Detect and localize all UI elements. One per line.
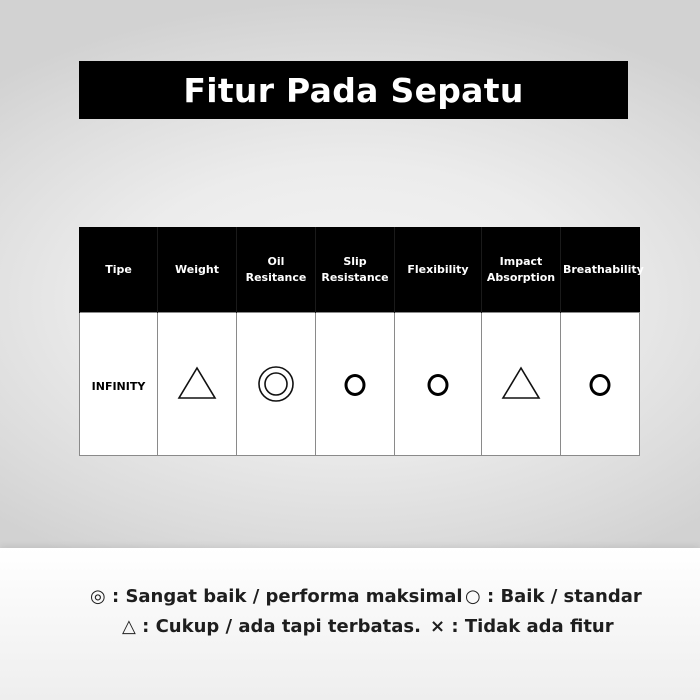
feature-table	[79, 227, 644, 456]
legend-none: × : Tidak ada fitur	[430, 616, 614, 637]
header-oil-resistance: Oil Resitance	[237, 227, 316, 313]
header-tipe: Tipe	[80, 227, 158, 313]
header-breathability: Breathability	[561, 227, 640, 313]
legend-very-good: ◎ : Sangat baik / performa maksimal	[90, 586, 463, 607]
rating-impact-absorption-icon	[482, 364, 560, 404]
table-row	[80, 313, 640, 456]
outer-circle-shape	[259, 367, 293, 401]
rating-breathability-icon	[561, 364, 639, 404]
page-title-text: Fitur Pada Sepatu	[183, 70, 524, 110]
legend-good: ○ : Baik / standar	[465, 586, 642, 607]
circle-shape	[346, 376, 364, 395]
rating-cell-weight	[158, 313, 237, 456]
rating-weight-icon	[158, 364, 236, 404]
header-weight: Weight	[158, 227, 237, 313]
rating-cell-impact-absorption	[482, 313, 561, 456]
row-label-cell	[80, 313, 158, 456]
circle-shape	[591, 376, 609, 395]
rating-oil-resistance-icon	[237, 364, 315, 404]
legend-fair: △ : Cukup / ada tapi terbatas.	[122, 616, 421, 637]
page-title	[79, 61, 628, 119]
header-flexibility: Flexibility	[395, 227, 482, 313]
rating-cell-slip-resistance	[316, 313, 395, 456]
rating-cell-breathability	[561, 313, 640, 456]
rating-flexibility-icon	[395, 364, 481, 404]
rating-slip-resistance-icon	[316, 364, 394, 404]
header-impact-absorption: Impact Absorption	[482, 227, 561, 313]
circle-shape	[429, 376, 447, 395]
rating-cell-flexibility	[395, 313, 482, 456]
inner-circle-shape	[265, 373, 287, 395]
triangle-shape	[503, 368, 539, 398]
row-label-infinity: INFINITY	[91, 379, 146, 393]
header-slip-resistance: Slip Resistance	[316, 227, 395, 313]
rating-cell-oil-resistance	[237, 313, 316, 456]
triangle-shape	[179, 368, 215, 398]
table-header-row	[80, 227, 640, 313]
